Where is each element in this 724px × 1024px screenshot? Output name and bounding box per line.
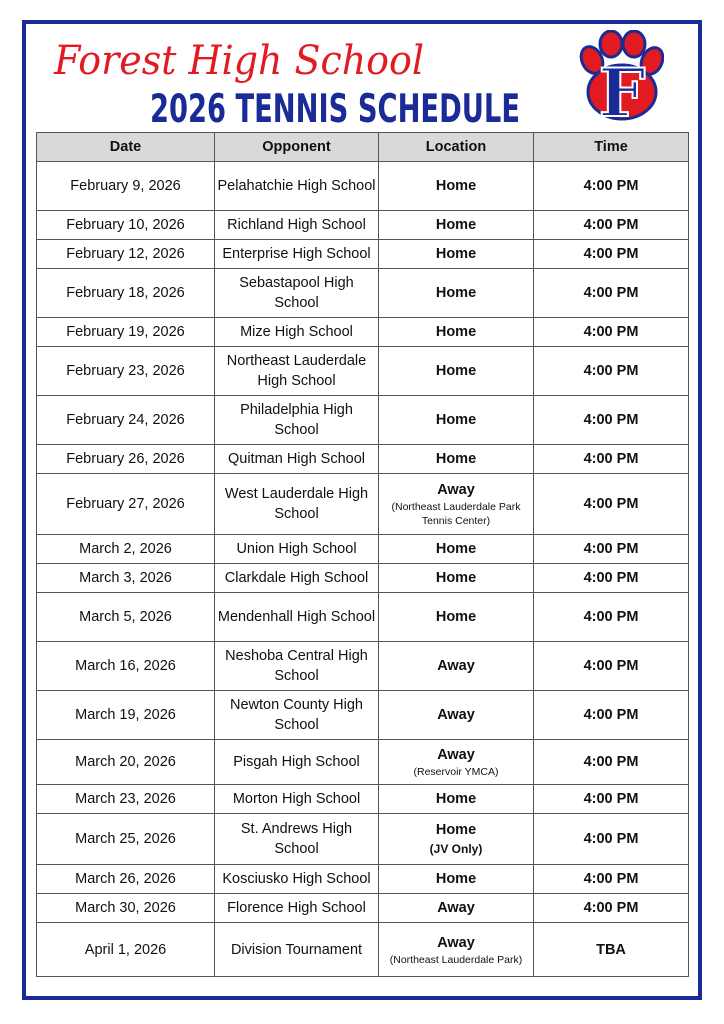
location-cell: Home	[379, 347, 534, 396]
location-cell: Home	[379, 396, 534, 445]
opponent-cell: Mize High School	[215, 318, 379, 347]
table-row	[37, 564, 689, 593]
table-row	[37, 740, 689, 785]
date-cell: February 27, 2026	[37, 474, 215, 535]
location-note: (Reservoir YMCA)	[413, 766, 499, 778]
location-cell: Home	[379, 535, 534, 564]
table-row	[37, 814, 689, 865]
location-cell: Home	[379, 162, 534, 211]
location-cell: Home	[379, 445, 534, 474]
time-cell: 4:00 PM	[534, 894, 689, 923]
location-cell: Home	[379, 593, 534, 642]
date-cell: February 9, 2026	[37, 162, 215, 211]
date-cell: March 30, 2026	[37, 894, 215, 923]
time-cell: 4:00 PM	[534, 269, 689, 318]
date-cell: March 26, 2026	[37, 865, 215, 894]
opponent-cell: Pelahatchie High School	[215, 162, 379, 211]
time-cell: 4:00 PM	[534, 211, 689, 240]
opponent-cell: Quitman High School	[215, 445, 379, 474]
table-header-row	[37, 133, 689, 162]
location-note: (Northeast Lauderdale Park Tennis Center)	[391, 501, 521, 527]
table-row	[37, 269, 689, 318]
opponent-cell: Richland High School	[215, 211, 379, 240]
date-cell: February 23, 2026	[37, 347, 215, 396]
location-cell	[379, 474, 534, 535]
opponent-cell: Division Tournament	[215, 923, 379, 977]
table-row	[37, 535, 689, 564]
table-row	[37, 347, 689, 396]
date-cell: February 26, 2026	[37, 445, 215, 474]
location-label: Away	[437, 482, 475, 498]
table-row	[37, 865, 689, 894]
date-cell: March 3, 2026	[37, 564, 215, 593]
time-cell: 4:00 PM	[534, 740, 689, 785]
date-cell: March 19, 2026	[37, 691, 215, 740]
opponent-cell: West Lauderdale High School	[215, 474, 379, 535]
column-header-time: Time	[534, 133, 689, 162]
opponent-cell: Philadelphia High School	[215, 396, 379, 445]
date-cell: February 12, 2026	[37, 240, 215, 269]
date-cell: March 5, 2026	[37, 593, 215, 642]
location-note: (JV Only)	[429, 842, 483, 856]
table-row	[37, 445, 689, 474]
date-cell: February 10, 2026	[37, 211, 215, 240]
date-cell: March 2, 2026	[37, 535, 215, 564]
date-cell: February 18, 2026	[37, 269, 215, 318]
logo-letter: F	[598, 54, 646, 122]
date-cell: March 23, 2026	[37, 785, 215, 814]
time-cell: 4:00 PM	[534, 642, 689, 691]
opponent-cell: Morton High School	[215, 785, 379, 814]
location-label: Away	[437, 747, 475, 763]
time-cell: 4:00 PM	[534, 445, 689, 474]
time-cell: TBA	[534, 923, 689, 977]
time-cell: 4:00 PM	[534, 865, 689, 894]
date-cell: April 1, 2026	[37, 923, 215, 977]
svg-text:Forest High School: Forest High School	[53, 38, 425, 84]
opponent-cell: Clarkdale High School	[215, 564, 379, 593]
column-header-location: Location	[379, 133, 534, 162]
opponent-cell: Kosciusko High School	[215, 865, 379, 894]
location-cell: Home	[379, 785, 534, 814]
time-cell: 4:00 PM	[534, 535, 689, 564]
time-cell: 4:00 PM	[534, 347, 689, 396]
date-cell: February 19, 2026	[37, 318, 215, 347]
schedule-table	[36, 132, 689, 977]
location-cell	[379, 923, 534, 977]
date-cell: March 25, 2026	[37, 814, 215, 865]
table-row	[37, 785, 689, 814]
location-label: Away	[437, 934, 475, 951]
location-cell: Home	[379, 269, 534, 318]
location-cell: Home	[379, 240, 534, 269]
location-cell: Home	[379, 865, 534, 894]
location-cell	[379, 740, 534, 785]
location-cell	[379, 814, 534, 865]
table-row	[37, 642, 689, 691]
date-cell: March 16, 2026	[37, 642, 215, 691]
opponent-cell: Sebastapool High School	[215, 269, 379, 318]
opponent-cell: Mendenhall High School	[215, 593, 379, 642]
table-row	[37, 211, 689, 240]
time-cell: 4:00 PM	[534, 318, 689, 347]
time-cell: 4:00 PM	[534, 474, 689, 535]
location-cell: Away	[379, 691, 534, 740]
table-row	[37, 318, 689, 347]
column-header-date: Date	[37, 133, 215, 162]
table-row	[37, 240, 689, 269]
location-note: (Northeast Lauderdale Park)	[389, 953, 523, 966]
table-row	[37, 894, 689, 923]
time-cell: 4:00 PM	[534, 785, 689, 814]
location-label: Home	[435, 822, 477, 838]
location-cell: Away	[379, 642, 534, 691]
date-cell: February 24, 2026	[37, 396, 215, 445]
location-cell: Away	[379, 894, 534, 923]
page-title	[150, 82, 522, 128]
opponent-cell: Florence High School	[215, 894, 379, 923]
table-row	[37, 923, 689, 977]
column-header-opponent: Opponent	[215, 133, 379, 162]
opponent-cell: Pisgah High School	[215, 740, 379, 785]
location-cell: Home	[379, 564, 534, 593]
opponent-cell: Union High School	[215, 535, 379, 564]
location-cell: Home	[379, 318, 534, 347]
svg-text:2026 TENNIS SCHEDULE: 2026 TENNIS SCHEDULE	[150, 87, 520, 128]
paw-logo	[576, 30, 664, 122]
table-row	[37, 474, 689, 535]
table-row	[37, 593, 689, 642]
time-cell: 4:00 PM	[534, 814, 689, 865]
time-cell: 4:00 PM	[534, 396, 689, 445]
date-cell: March 20, 2026	[37, 740, 215, 785]
time-cell: 4:00 PM	[534, 162, 689, 211]
location-cell: Home	[379, 211, 534, 240]
school-name-script	[50, 22, 430, 88]
time-cell: 4:00 PM	[534, 564, 689, 593]
table-row	[37, 162, 689, 211]
opponent-cell: Northeast Lauderdale High School	[215, 347, 379, 396]
time-cell: 4:00 PM	[534, 593, 689, 642]
opponent-cell: St. Andrews High School	[215, 814, 379, 865]
opponent-cell: Newton County High School	[215, 691, 379, 740]
table-row	[37, 691, 689, 740]
opponent-cell: Enterprise High School	[215, 240, 379, 269]
opponent-cell: Neshoba Central High School	[215, 642, 379, 691]
time-cell: 4:00 PM	[534, 691, 689, 740]
time-cell: 4:00 PM	[534, 240, 689, 269]
table-row	[37, 396, 689, 445]
